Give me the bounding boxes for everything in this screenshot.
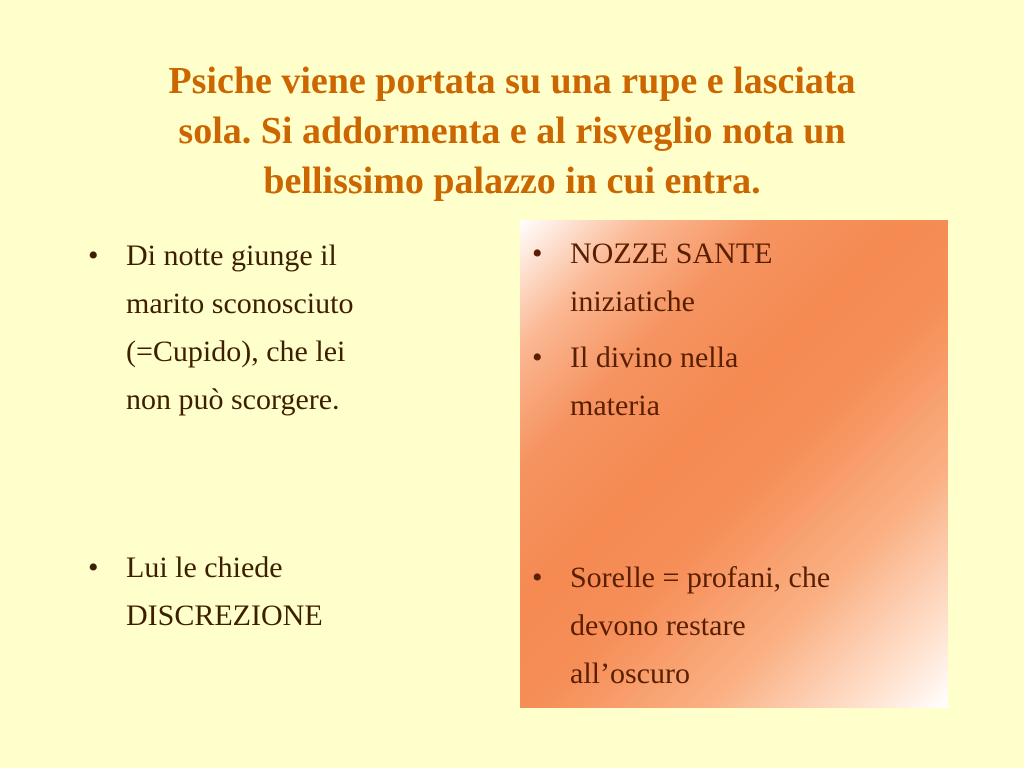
bullet-dot: • (532, 237, 543, 270)
bullet-dot: • (532, 561, 543, 594)
list-item-text (126, 544, 323, 640)
list-item-text (570, 230, 772, 326)
list-item-text (570, 554, 830, 698)
list-item (532, 230, 772, 326)
text-line: materia (570, 389, 660, 422)
text-line: devono restare (570, 609, 746, 642)
text-line: Sorelle = profani, che (570, 561, 831, 594)
title-line: sola. Si addormenta e al risveglio nota un (178, 110, 846, 152)
text-line: all’oscuro (570, 657, 690, 690)
text-line: (=Cupido), che lei (126, 335, 346, 368)
bullet-dot: • (88, 239, 99, 272)
text-line: iniziatiche (570, 285, 695, 318)
text-line: marito sconosciuto (126, 287, 354, 320)
text-line: DISCREZIONE (126, 599, 323, 632)
bullet-dot: • (88, 551, 99, 584)
right-gradient-panel (520, 220, 948, 708)
title-line: bellissimo palazzo in cui entra. (263, 160, 761, 202)
list-item (88, 544, 323, 640)
list-item (532, 334, 738, 430)
bullet-dot: • (532, 341, 543, 374)
title-line: Psiche viene portata su una rupe e lasciata (168, 60, 856, 102)
text-line: Di notte giunge il (126, 239, 337, 272)
slide-title (60, 56, 964, 206)
list-item (88, 232, 353, 424)
text-line: Lui le chiede (126, 551, 283, 584)
list-item (532, 554, 830, 698)
text-line: Il divino nella (570, 341, 739, 374)
text-line: NOZZE SANTE (570, 237, 773, 270)
text-line: non può scorgere. (126, 383, 340, 416)
list-item-text (570, 334, 738, 430)
list-item-text (126, 232, 353, 424)
